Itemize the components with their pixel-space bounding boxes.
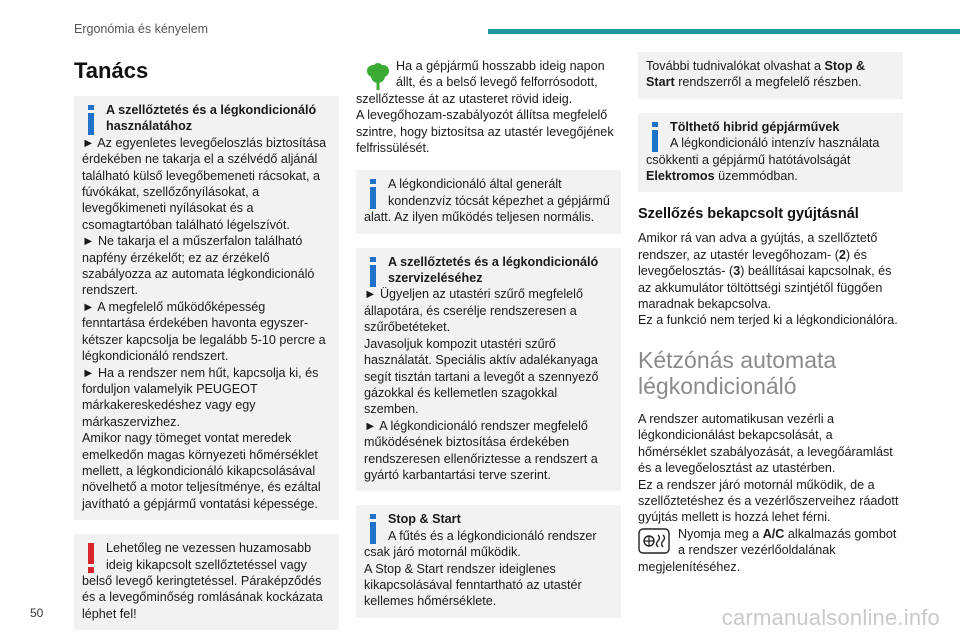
info-icon <box>370 514 376 548</box>
watermark: carmanualsonline.info <box>721 605 940 630</box>
warning-icon <box>88 543 94 577</box>
info-icon <box>652 122 658 156</box>
note-bold: Stop & Start <box>646 59 866 90</box>
column-3 <box>638 52 903 575</box>
eco-tree-icon <box>366 63 390 95</box>
running-header: Ergonómia és kényelem <box>74 22 209 36</box>
info-box-stop-start <box>356 505 621 617</box>
ac-label-bold: A/C <box>762 526 785 541</box>
eco-body: szellőztesse át az utasteret rövid ideig. A levegőhozam-szabályozót állítsa megfelelő szintre, hogy biztosítsa az utastér levegőjének felfrissülését. <box>356 91 614 156</box>
hybrid-mode-bold: Elektromos <box>646 169 715 184</box>
service-body: ► Ügyeljen az utastéri szűrő megfelelő állapotára, és cserélje rendszeresen a szűrőbetéteket. Javasoljuk kompozit utastéri szűrő használatát. Speciális aktív adalékanyaga segít tisztán tartani a levegőt a szennyező gázokkal és kellemetlen szagokkal szemben. ► A légkondicionáló rendszer megfelelő működésének biztosítása érdekében rendszeresen ellenőriztesse a rendszert a gyártó karbantartási terve szerint. <box>364 287 599 482</box>
hybrid-heading: Tölthető hibrid gépjárművek <box>670 119 840 134</box>
stop-start-body: csak járó motornál működik. A Stop & Start rendszer ideiglenes kikapcsolásával fenntartható az utastér kellemes hőmérséklete. <box>364 545 582 609</box>
column-2 <box>356 52 621 632</box>
note-text: További tudnivalókat olvashat a <box>646 59 825 73</box>
info-icon <box>370 179 376 213</box>
eco-first-line: Ha a gépjármű hosszabb ideig napon állt, és a belső levegő felforrósodott, <box>396 59 605 90</box>
tip-heading: A szellőztetés és a légkondicionáló használatához <box>106 103 317 134</box>
hybrid-body: csökkenti a gépjármű hatótávolságát Elektromos üzemmódban. <box>646 152 851 184</box>
warning-first-line: Lehetőleg ne vezessen huzamosabb ideig kikapcsolt szellőztetéssel vagy <box>106 541 312 572</box>
tip-box-usage <box>74 96 339 520</box>
hybrid-first-line: A légkondicionáló intenzív használata <box>670 136 880 151</box>
header-accent-bar <box>488 29 960 34</box>
warning-box-ventilation <box>74 534 339 630</box>
ventilation-paragraph: Amikor rá van adva a gyújtás, a szellőztető rendszer, az utastér levegőhozam- (2) és levegőelosztás- (3) beállításai kapcsolnak, és az akkumulátor töltöttségi szintjétől függően maradnak bekapcsolva. <box>638 231 892 312</box>
dual-zone-paragraph: A rendszer automatikusan vezérli a légkondicionálást bekapcsolását, a hőmérséklet szabályozását, a levegőáramlást és a levegőelosztást az utastérben. Ez a rendszer járó motornál működik, de a szellőztetéshez és a vezérlőszerveihez ráadott gyújtás mellett is hozzá lehet férni. <box>638 411 899 525</box>
info-body: alatt. Az ilyen működés teljesen normális. <box>364 210 595 225</box>
info-box-condensation <box>356 170 621 233</box>
info-icon <box>370 257 376 291</box>
column-1 <box>74 52 339 640</box>
info-box-service <box>356 248 621 492</box>
note-box-stop-start <box>638 52 903 99</box>
ventilation-subheading: Szellőzés bekapcsolt gyújtásnál <box>638 206 859 223</box>
info-box-hybrid <box>638 113 903 193</box>
note-text-end: rendszerről a megfelelő részben. <box>674 75 862 90</box>
dual-zone-title: Kétzónás automata légkondicionáló <box>638 346 837 399</box>
ac-button-icon <box>638 528 670 558</box>
service-heading: A szellőztetés és a légkondicionáló szervizeléséhez <box>388 254 599 286</box>
stop-start-heading: Stop & Start <box>388 512 461 527</box>
tip-body: ► Az egyenletes levegőeloszlás biztosítása érdekében ne takarja el a szélvédő aljánál található külső levegőbemeneti rácsokat, a fúvókákat, szellőzőnyílásokat, a levegőkimeneti nyílásokat és a csomagtartóban található légelszívót. ► Ne takarja el a műszerfalon található napfény érzékelőt; ez az érzékelő szabályozza az automata légkondicionáló rendszert. ► A megfelelő működőképesség fenntartása érdekében havonta egyszer-kétszer kapcsolja be legalább 5-10 percre a légkondicionáló rendszert. ► Ha a rendszer nem hűt, kapcsolja ki, és forduljon valamelyik PEUGEOT márkakereskedéshez vagy egy márkaszervizhez. Amikor nagy tömeget vontat meredek emelkedőn magas környezeti hőmérséklet mellett, a légkondicionáló kikapcsolásával növelhető a motor teljesítménye, és ezáltal javítható a gépjármű vontatási képessége. <box>82 135 327 511</box>
warning-body: belső levegő keringtetéssel. Páraképződés és a levegőminőség romlásának kockázata léphet fel! <box>82 573 323 621</box>
ac-instruction-end: megjelenítéséhez. <box>638 559 741 574</box>
section-title: Tanács <box>74 58 149 83</box>
eco-tip <box>356 52 621 156</box>
info-icon <box>88 105 94 139</box>
stop-start-first-line: A fűtés és a légkondicionáló rendszer <box>388 528 597 543</box>
ventilation-note: Ez a funkció nem terjed ki a légkondicionálóra. <box>638 313 898 328</box>
page-number: 50 <box>30 606 44 620</box>
ac-instruction: Nyomja meg a A/C alkalmazás gombot a rendszer vezérlőoldalának <box>638 526 903 559</box>
info-first-line: A légkondicionáló által generált kondenzvíz tócsát képezhet a gépjármű <box>388 177 610 208</box>
